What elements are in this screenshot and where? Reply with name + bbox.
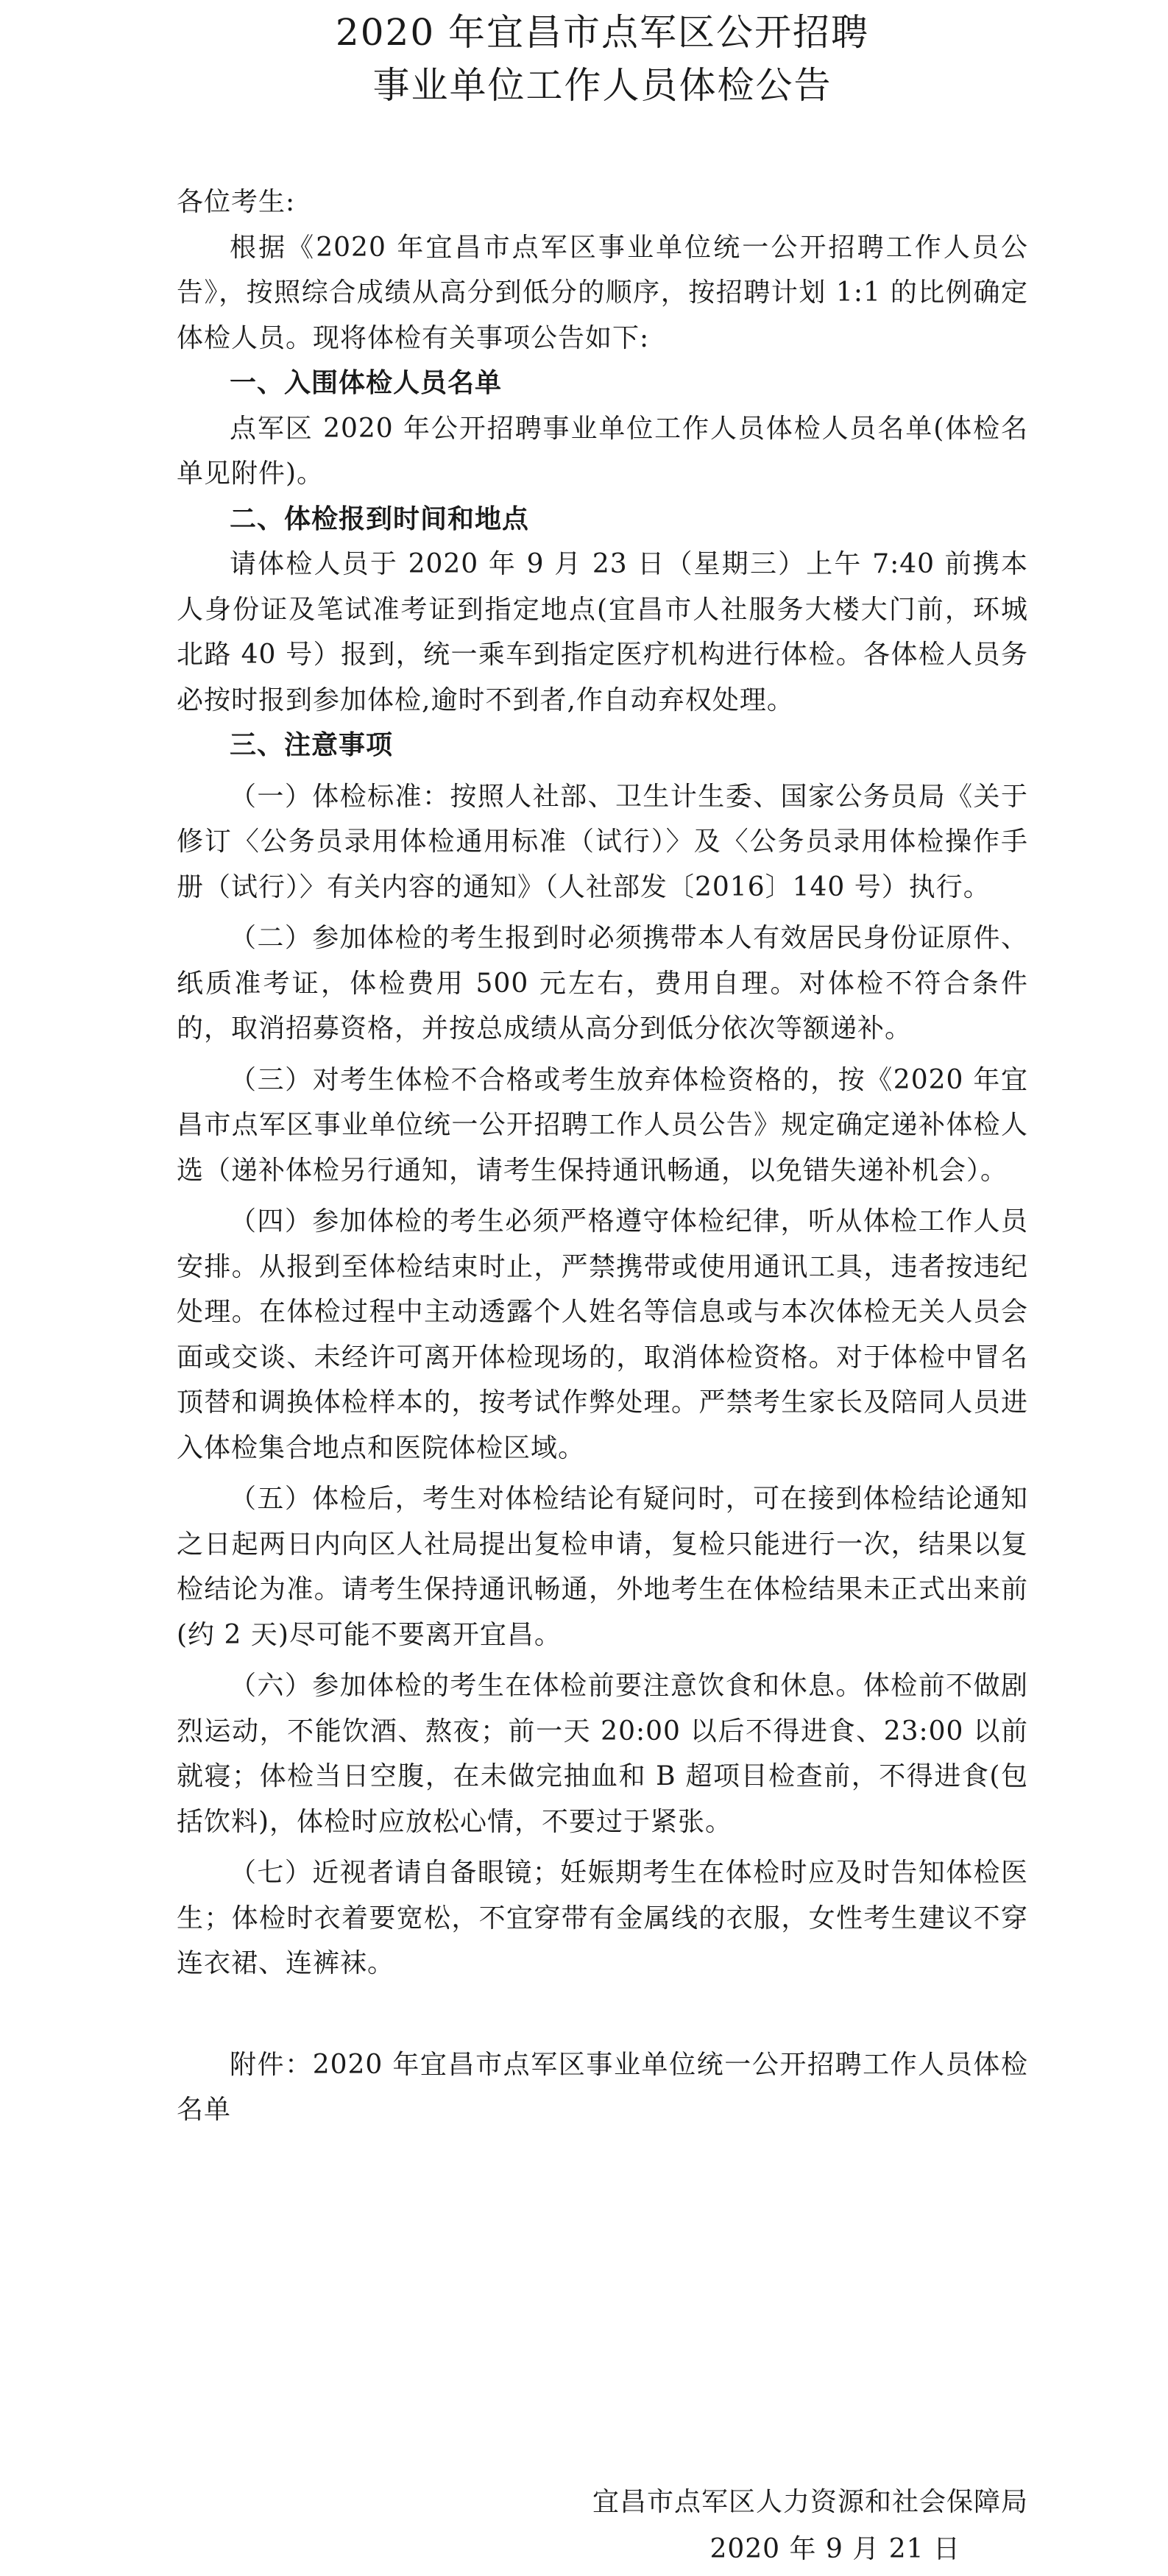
notice-item-4: （四）参加体检的考生必须严格遵守体检纪律，听从体检工作人员安排。从报到至体检结束时止，严禁携带或使用通讯工具，违者按违纪处理。在体检过程中主动透露个人姓名等信息或与本次体检无关人员会面或交谈、未经许可离开体检现场的，取消体检资格。对于体检中冒名顶替和调换体检样本的，按考试作弊处理。严禁考生家长及陪同人员进入体检集合地点和医院体检区域。 (177, 1206, 1028, 1463)
attachment-note: 附件：2020 年宜昌市点军区事业单位统一公开招聘工作人员体检名单 (177, 2049, 1028, 2125)
notice-item-5: （五）体检后，考生对体检结论有疑问时，可在接到体检结论通知之日起两日内向区人社局提出复检申请，复检只能进行一次，结果以复检结论为准。请考生保持通讯畅通，外地考生在体检结果未正式出来前(约 2 天)尽可能不要离开宜昌。 (177, 1484, 1028, 1650)
notice-item-2: （二）参加体检的考生报到时必须携带本人有效居民身份证原件、纸质准考证，体检费用 500 元左右，费用自理。对体检不符合条件的，取消招募资格，并按总成绩从高分到低分依次等额递补。 (177, 923, 1028, 1044)
intro-paragraph: 根据《2020 年宜昌市点军区事业单位统一公开招聘工作人员公告》，按照综合成绩从高分到低分的顺序，按招聘计划 1:1 的比例确定体检人员。现将体检有关事项公告如下: (177, 232, 1028, 353)
notice-item-7: （七）近视者请自备眼镜；妊娠期考生在体检时应及时告知体检医生；体检时衣着要宽松，不宜穿带有金属线的衣服，女性考生建议不穿连衣裙、连裤袜。 (177, 1858, 1028, 1978)
section-2-text: 请体检人员于 2020 年 9 月 23 日（星期三）上午 7:40 前携本人身份证及笔试准考证到指定地点(宜昌市人社服务大楼大门前，环城北路 40 号）报到，统一乘车到指定医疗机构进行体检。各体检人员务必按时报到参加体检,逾时不到者,作自动弃权处理。 (177, 549, 1028, 715)
section-1-heading: 一、入围体检人员名单 (230, 368, 503, 398)
notice-item-1: （一）体检标准：按照人社部、卫生计生委、国家公务员局《关于修订〈公务员录用体检通用标准（试行）〉及〈公务员录用体检操作手册（试行）〉有关内容的通知》（人社部发〔2016〕140 号）执行。 (177, 781, 1028, 902)
issue-date: 2020 年 9 月 21 日 (709, 2534, 960, 2564)
title-line-2: 事业单位工作人员体检公告 (372, 64, 832, 107)
section-2-heading: 二、体检报到时间和地点 (230, 503, 530, 534)
section-3-heading: 三、注意事项 (230, 730, 394, 760)
issuer-name: 宜昌市点军区人力资源和社会保障局 (592, 2487, 1028, 2517)
title-line-1: 2020 年宜昌市点军区公开招聘 (335, 11, 870, 54)
section-1-text: 点军区 2020 年公开招聘事业单位工作人员体检人员名单(体检名单见附件)。 (177, 413, 1028, 489)
notice-item-6: （六）参加体检的考生在体检前要注意饮食和休息。体检前不做剧烈运动，不能饮酒、熬夜；前一天 20:00 以后不得进食、23:00 以前就寝；体检当日空腹，在未做完抽血和 B 超项目检查前，不得进食(包括饮料)，体检时应放松心情，不要过于紧张。 (177, 1671, 1028, 1837)
signature-block (592, 2479, 1028, 2573)
salutation: 各位考生: (177, 187, 296, 217)
document-title (177, 0, 1028, 112)
document-body (177, 180, 1028, 2133)
notice-item-3: （三）对考生体检不合格或考生放弃体检资格的，按《2020 年宜昌市点军区事业单位统一公开招聘工作人员公告》规定确定递补体检人选（递补体检另行通知，请考生保持通讯畅通，以免错失递补机会）。 (177, 1064, 1028, 1186)
